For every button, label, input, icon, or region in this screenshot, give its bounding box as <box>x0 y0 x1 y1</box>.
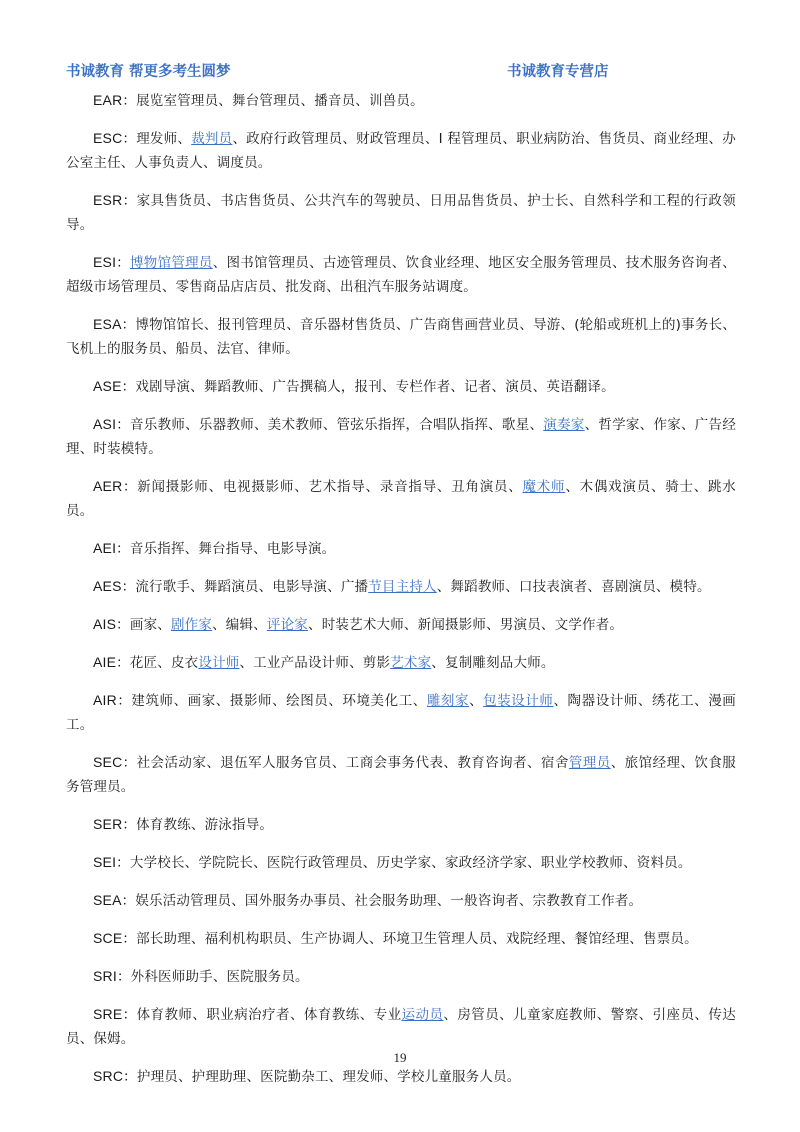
entry-ase <box>66 374 736 399</box>
entry-text: 家具售货员、书店售货员、公共汽车的驾驶员、日用品售货员、护士长、自然科学和工程的行政领导。 <box>66 193 736 233</box>
entry-code: AES <box>93 578 122 594</box>
occupation-link[interactable]: 魔术师 <box>522 479 566 495</box>
entry-separator: ： <box>122 931 137 947</box>
entry-ais <box>66 612 736 637</box>
entry-air <box>66 688 736 737</box>
header-right-text: 书诚教育专营店 <box>507 64 609 80</box>
entry-text: 、编辑、 <box>212 617 267 633</box>
entry-code: ESC <box>93 130 123 146</box>
entry-text: 画家、 <box>129 617 171 633</box>
entry-ser <box>66 812 736 837</box>
entry-text: 理发师、 <box>136 131 192 147</box>
entry-separator: ： <box>116 541 130 557</box>
entry-code: AER <box>93 478 123 494</box>
entry-text: 部长助理、福利机构职员、生产协调人、环境卫生管理人员、戏院经理、餐馆经理、售票员。 <box>136 931 698 947</box>
entry-separator: ： <box>116 617 130 633</box>
entry-separator: ： <box>121 579 136 595</box>
entry-sri <box>66 964 736 989</box>
entry-text: 花匠、皮衣 <box>129 655 199 671</box>
occupation-link[interactable]: 艺术家 <box>390 655 432 671</box>
entry-aie <box>66 650 736 675</box>
occupation-link[interactable]: 博物馆管理员 <box>130 255 213 271</box>
entry-aes <box>66 574 736 599</box>
occupation-link[interactable]: 设计师 <box>198 655 240 671</box>
entry-separator: ： <box>122 1007 137 1023</box>
entry-code: SRC <box>93 1068 124 1084</box>
entry-code: AIS <box>93 616 117 632</box>
entry-code: ESR <box>93 192 123 208</box>
occupation-link[interactable]: 评论家 <box>266 617 309 633</box>
entry-sre <box>66 1002 736 1051</box>
entry-esr <box>66 188 736 237</box>
occupation-link[interactable]: 运动员 <box>401 1007 444 1023</box>
entry-separator: ： <box>122 479 138 495</box>
entry-text: 、舞蹈教师、口技表演者、喜剧演员、模特。 <box>436 579 711 595</box>
entry-separator: ： <box>122 817 137 833</box>
entry-text: 、政府行政管理员、财政管理员、I 程管理员、职业病防治、售货员、商业经理、办公室主任、人事负责人、调度员。 <box>66 131 736 171</box>
entry-text: 护理员、护理助理、医院勤杂工、理发师、学校儿童服务人员。 <box>136 1069 521 1085</box>
entry-aer <box>66 474 736 523</box>
entry-text: 、木偶戏演员、骑士、跳水员。 <box>66 479 736 519</box>
entry-separator: ： <box>123 1069 137 1085</box>
entry-esc <box>66 126 736 175</box>
occupation-link[interactable]: 管理员 <box>568 755 611 771</box>
entry-text: 建筑师、画家、摄影师、绘图员、环境美化工、 <box>131 693 427 709</box>
entry-text: 大学校长、学院院长、医院行政管理员、历史学家、家政经济学家、职业学校教师、资料员。 <box>129 855 692 871</box>
occupation-link[interactable]: 裁判员 <box>191 131 233 147</box>
entry-text: 、陶器设计师、绣花工、漫画工。 <box>66 693 737 733</box>
occupation-link[interactable]: 剧作家 <box>170 617 213 633</box>
entry-separator: ： <box>122 131 137 147</box>
entry-sei <box>66 850 736 875</box>
entry-code: SEA <box>93 892 122 908</box>
entry-aei <box>66 536 736 561</box>
entry-separator: ： <box>116 417 131 433</box>
occupation-link[interactable]: 演奏家 <box>543 417 585 433</box>
entry-code: SRE <box>93 1006 123 1022</box>
entry-code: SRI <box>93 968 117 984</box>
entry-ear <box>66 88 736 113</box>
entry-text: 、时装艺术大师、新闻摄影师、男演员、文学作者。 <box>308 617 624 633</box>
entry-esa <box>66 312 736 361</box>
entry-text: 、房管员、儿童家庭教师、警察、引座员、传达员、保姆。 <box>66 1007 737 1047</box>
entry-sea <box>66 888 736 913</box>
entry-text: 体育教练、游泳指导。 <box>136 817 274 833</box>
entry-code: AIE <box>93 654 117 670</box>
entry-text: 、旅馆经理、饮食服务管理员。 <box>66 755 736 795</box>
occupation-link[interactable]: 雕刻家 <box>426 693 470 709</box>
entry-separator: ： <box>122 755 137 771</box>
entry-text: 、复制雕刻品大师。 <box>431 655 555 671</box>
entry-code: SER <box>93 816 123 832</box>
page-header <box>66 60 726 84</box>
entry-code: SEC <box>93 754 123 770</box>
occupation-link[interactable]: 节目主持人 <box>368 579 437 595</box>
occupation-list <box>66 88 736 1102</box>
entry-code: AIR <box>93 692 117 708</box>
entry-text: 新闻摄影师、电视摄影师、艺术指导、录音指导、丑角演员、 <box>137 479 523 495</box>
entry-separator: ： <box>116 693 132 709</box>
entry-text: 博物馆馆长、报刊管理员、音乐器材售货员、广告商售画营业员、导游、(轮船或班机上的)事务长、飞机上的服务员、船员、法官、律师。 <box>66 317 736 357</box>
entry-text: 社会活动家、退伍军人服务官员、工商会事务代表、教育咨询者、宿舍 <box>136 755 569 771</box>
entry-sce <box>66 926 736 951</box>
entry-separator: ： <box>116 655 130 671</box>
entry-text: 展览室管理员、舞台管理员、播音员、训兽员。 <box>136 93 424 109</box>
entry-text: 、哲学家、作家、广告经理、时装模特。 <box>66 417 737 457</box>
entry-code: ASI <box>93 416 117 432</box>
entry-text: 音乐教师、乐器教师、美术教师、管弦乐指挥，合唱队指挥、歌星、 <box>130 417 544 433</box>
entry-text: 、图书馆管理员、古迹管理员、饮食业经理、地区安全服务管理员、技术服务咨询者、超级市场管理员、零售商品店店员、批发商、出租汽车服务站调度。 <box>66 255 737 295</box>
entry-code: SEI <box>93 854 117 870</box>
entry-code: ESI <box>93 254 117 270</box>
entry-separator: ： <box>121 893 136 909</box>
entry-separator: ： <box>116 969 131 985</box>
entry-text: 流行歌手、舞蹈演员、电影导演、广播 <box>135 579 369 595</box>
entry-separator: ： <box>121 317 136 333</box>
entry-asi <box>66 412 736 461</box>
header-left-text: 书诚教育 帮更多考生圆梦 <box>66 64 231 80</box>
entry-esi <box>66 250 736 299</box>
occupation-link[interactable]: 包装设计师 <box>483 693 554 709</box>
entry-text: 音乐指挥、舞台指导、电影导演。 <box>129 541 336 557</box>
entry-text: 体育教师、职业病治疗者、体育教练、专业 <box>136 1007 402 1023</box>
entry-text: 娱乐活动管理员、国外服务办事员、社会服务助理、一般咨询者、宗教教育工作者。 <box>135 893 643 909</box>
entry-sec <box>66 750 736 799</box>
entry-code: SCE <box>93 930 123 946</box>
entry-separator: ： <box>122 93 137 109</box>
entry-text: 、工业产品设计师、剪影 <box>239 655 391 671</box>
entry-code: ASE <box>93 378 122 394</box>
entry-separator: ： <box>121 379 136 395</box>
page-number: 19 <box>393 1050 407 1065</box>
entry-code: AEI <box>93 540 117 556</box>
entry-separator: ： <box>122 193 137 209</box>
entry-src <box>66 1064 736 1089</box>
entry-text: 、 <box>469 693 484 709</box>
entry-code: ESA <box>93 316 122 332</box>
entry-separator: ： <box>116 255 131 271</box>
entry-separator: ： <box>116 855 130 871</box>
entry-text: 外科医师助手、医院服务员。 <box>130 969 309 985</box>
entry-text: 戏剧导演、舞蹈教师、广告撰稿人，报刊、专栏作者、记者、演员、英语翻译。 <box>135 379 615 395</box>
entry-code: EAR <box>93 92 123 108</box>
